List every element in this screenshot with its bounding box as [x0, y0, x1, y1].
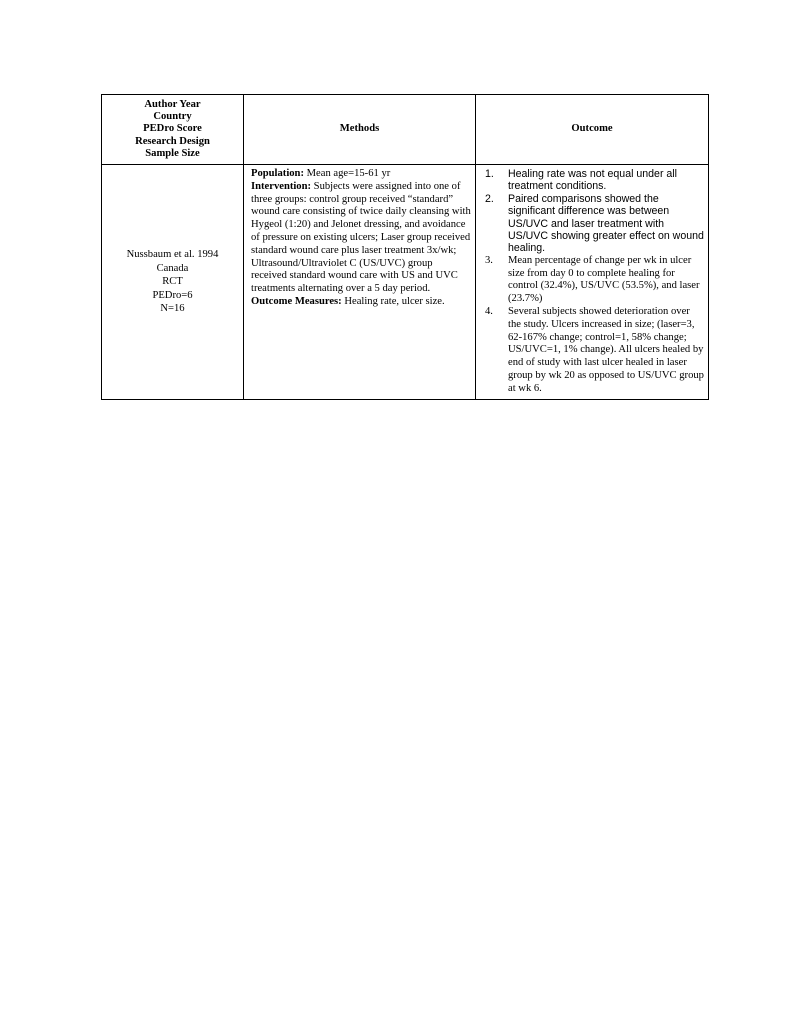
header-row: [102, 95, 709, 165]
header-author-year: Author Year: [144, 98, 201, 110]
outcome-measures-text: Healing rate, ulcer size.: [341, 295, 445, 307]
list-item: [482, 255, 704, 306]
header-country: Country: [153, 111, 192, 123]
methods-outcome-measures: [251, 296, 471, 309]
header-research-design: Research Design: [135, 135, 210, 147]
list-item-text: Mean percentage of change per wk in ulcer size from day 0 to complete healing for control (32.4%), US/UVC (53.5%), and laser (23.7%): [508, 254, 700, 305]
study-design: RCT: [162, 276, 183, 288]
list-item-number: 4.: [485, 306, 493, 318]
header-study-info: [102, 95, 244, 165]
population-text: Mean age=15-61 yr: [303, 168, 391, 179]
list-item: [482, 168, 704, 193]
header-pedro-score: PEDro Score: [143, 123, 202, 135]
study-info-cell: [102, 165, 244, 400]
methods-intervention: [251, 181, 471, 296]
list-item-text: Several subjects showed deterioration over the study. Ulcers increased in size; (laser=3, 62-167% change; control=1, 58% change; US/UVC=1, 1% change). All ulcers healed by end of study with last ulcer healed in laser group by wk 20 as opposed to US/UVC group at wk 6.: [508, 306, 704, 394]
methods-population: [251, 168, 471, 181]
study-country: Canada: [156, 262, 189, 274]
evidence-table: [101, 94, 709, 400]
population-label: Population:: [251, 168, 304, 179]
intervention-text: Subjects were assigned into one of three groups: control group received “standard” wound care consisting of twice daily cleansing with Hygeol (1:20) and Jelonet dressing, and avoidance of pressure on existing ulcers; Laser group received standard wound care plus laser treatment 3x/wk; Ultrasound/Ultraviolet C (US/UVC) group received standard wound care with US and UVC treatments alternating over a 5 day period.: [251, 180, 471, 295]
outcome-list: [482, 168, 704, 396]
list-item-text: Healing rate was not equal under all treatment conditions.: [508, 168, 678, 193]
list-item-number: 3.: [485, 254, 493, 266]
intervention-label: Intervention:: [251, 180, 312, 192]
header-sample-size: Sample Size: [145, 147, 200, 159]
study-sample-size: N=16: [160, 302, 185, 314]
list-item-number: 1.: [485, 168, 494, 180]
study-pedro-score: PEDro=6: [152, 289, 193, 301]
list-item: [482, 193, 704, 255]
outcome-measures-label: Outcome Measures:: [251, 295, 342, 307]
header-methods: Methods: [244, 95, 476, 165]
study-author-year: Nussbaum et al. 1994: [126, 249, 219, 261]
header-outcome: Outcome: [476, 95, 709, 165]
list-item-number: 2.: [485, 192, 494, 205]
outcome-cell: [476, 165, 709, 400]
list-item: [482, 306, 704, 396]
methods-cell: [244, 165, 476, 400]
list-item-text: Paired comparisons showed the significant difference was between US/UVC and laser treatment with US/UVC showing greater effect on wound healing.: [508, 192, 704, 255]
table-row: [102, 165, 709, 400]
